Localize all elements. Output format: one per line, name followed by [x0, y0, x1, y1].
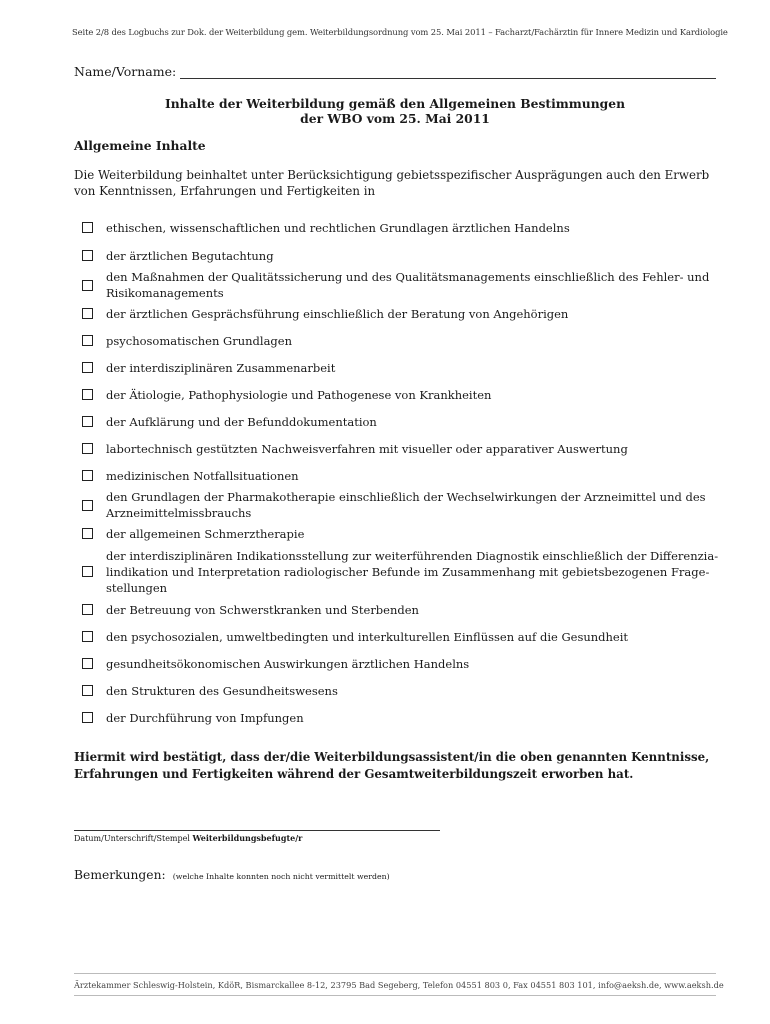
footer-rule-top: [74, 973, 716, 974]
checklist-item[interactable]: [82, 468, 722, 484]
checkbox[interactable]: [82, 685, 93, 696]
remarks-note: (welche Inhalte konnten noch nicht vermittelt werden): [172, 872, 390, 881]
remarks: [74, 864, 390, 883]
checklist-item[interactable]: [82, 220, 722, 236]
checklist-item-label: der interdisziplinären Indikationsstellung zur weiterführenden Diagnostik einschließlich der Differenzia- lindikation und Interpretation radiologischer Befunde im Zusammenhang mit gebietsbezogenen Frage- stellungen: [106, 548, 719, 596]
title-line-1: Inhalte der Weiterbildung gemäß den Allgemeinen Bestimmungen: [164, 96, 626, 111]
checklist-item[interactable]: [82, 489, 722, 521]
signature-line[interactable]: [74, 830, 440, 831]
checklist-item[interactable]: [82, 548, 722, 597]
checklist-item-label: der allgemeinen Schmerztherapie: [106, 526, 305, 541]
checklist-item[interactable]: [82, 360, 722, 376]
checklist-item[interactable]: [82, 333, 722, 349]
checklist-item[interactable]: [82, 629, 722, 645]
name-label: Name/Vorname:: [74, 64, 177, 79]
checklist-item-label: den Grundlagen der Pharmakotherapie einschließlich der Wechselwirkungen der Arzneimittel und des Arzneimittelmissbrauchs: [106, 489, 706, 520]
checkbox[interactable]: [82, 500, 93, 511]
checklist-item[interactable]: [82, 269, 722, 301]
checklist-item-label: der ärztlichen Begutachtung: [106, 248, 274, 263]
checklist-item[interactable]: [82, 387, 722, 403]
checklist-item-label: den Strukturen des Gesundheitswesens: [106, 683, 338, 698]
checklist-item[interactable]: [82, 710, 722, 726]
checkbox[interactable]: [82, 308, 93, 319]
checkbox[interactable]: [82, 222, 93, 233]
checkbox[interactable]: [82, 362, 93, 373]
checklist-item-label: gesundheitsökonomischen Auswirkungen ärztlichen Handelns: [106, 656, 470, 671]
checkbox[interactable]: [82, 566, 93, 577]
checklist-item-label: der interdisziplinären Zusammenarbeit: [106, 360, 336, 375]
page-header: Seite 2/8 des Logbuchs zur Dok. der Weiterbildung gem. Weiterbildungsordnung vom 25. Mai 2011 – Facharzt/Fachärztin für Innere Medizin und Kardiologie: [72, 27, 728, 37]
checklist-item-label: der Aufklärung und der Befunddokumentation: [106, 414, 377, 429]
remarks-label: Bemerkungen:: [74, 868, 166, 882]
checkbox[interactable]: [82, 658, 93, 669]
checkbox[interactable]: [82, 604, 93, 615]
checklist-item[interactable]: [82, 526, 722, 542]
checklist-item-label: den psychosozialen, umweltbedingten und interkulturellen Einflüssen auf die Gesundheit: [106, 629, 629, 644]
checklist-item[interactable]: [82, 656, 722, 672]
signature-caption-bold: Weiterbildungsbefugte/r: [192, 833, 303, 843]
checklist-item-label: labortechnisch gestützten Nachweisverfahren mit visueller oder apparativer Auswertung: [106, 441, 628, 456]
checkbox[interactable]: [82, 631, 93, 642]
checklist-item[interactable]: [82, 683, 722, 699]
page-footer: Ärztekammer Schleswig-Holstein, KdöR, Bismarckallee 8-12, 23795 Bad Segeberg, Telefon 04551 803 0, Fax 04551 803 101, info@aeksh.de, www.aeksh.de: [74, 980, 724, 990]
checklist-item[interactable]: [82, 248, 722, 264]
checkbox[interactable]: [82, 416, 93, 427]
checklist-item-label: der ärztlichen Gesprächsführung einschließlich der Beratung von Angehörigen: [106, 306, 569, 321]
signature-caption: [74, 833, 302, 843]
checkbox[interactable]: [82, 470, 93, 481]
title-line-2: der WBO vom 25. Mai 2011: [300, 111, 490, 126]
checklist-item[interactable]: [82, 602, 722, 618]
checkbox[interactable]: [82, 335, 93, 346]
checklist-item[interactable]: [82, 306, 722, 322]
checkbox[interactable]: [82, 443, 93, 454]
checklist-item-label: ethischen, wissenschaftlichen und rechtlichen Grundlagen ärztlichen Handelns: [106, 220, 570, 235]
section-heading: Allgemeine Inhalte: [74, 138, 206, 153]
checkbox[interactable]: [82, 389, 93, 400]
checklist-item[interactable]: [82, 441, 722, 457]
name-field[interactable]: [74, 63, 716, 79]
checklist-item-label: der Durchführung von Impfungen: [106, 710, 304, 725]
checklist-item[interactable]: [82, 414, 722, 430]
intro-text: Die Weiterbildung beinhaltet unter Berücksichtigung gebietsspezifischer Ausprägungen auch den Erwerb von Kenntnissen, Erfahrungen und Fertigkeiten in: [74, 168, 710, 198]
signature-caption-prefix: Datum/Unterschrift/Stempel: [74, 834, 190, 843]
checkbox[interactable]: [82, 528, 93, 539]
checklist-item-label: medizinischen Notfallsituationen: [106, 468, 299, 483]
document-title: [150, 96, 640, 126]
footer-rule-bottom: [74, 995, 716, 996]
checkbox[interactable]: [82, 712, 93, 723]
name-input-line[interactable]: [180, 66, 716, 79]
checklist-item-label: der Betreuung von Schwerstkranken und Sterbenden: [106, 602, 419, 617]
checkbox[interactable]: [82, 250, 93, 261]
confirmation-text: Hiermit wird bestätigt, dass der/die Weiterbildungsassistent/in die oben genannten Kenntnisse, Erfahrungen und Fertigkeiten während der Gesamtweiterbildungszeit erworben hat.: [74, 750, 710, 781]
checklist-item-label: den Maßnahmen der Qualitätssicherung und des Qualitätsmanagements einschließlich des Fehler- und Risikomanagements: [106, 269, 710, 300]
checkbox[interactable]: [82, 280, 93, 291]
checklist-item-label: psychosomatischen Grundlagen: [106, 333, 292, 348]
checklist-item-label: der Ätiologie, Pathophysiologie und Pathogenese von Krankheiten: [106, 387, 492, 402]
